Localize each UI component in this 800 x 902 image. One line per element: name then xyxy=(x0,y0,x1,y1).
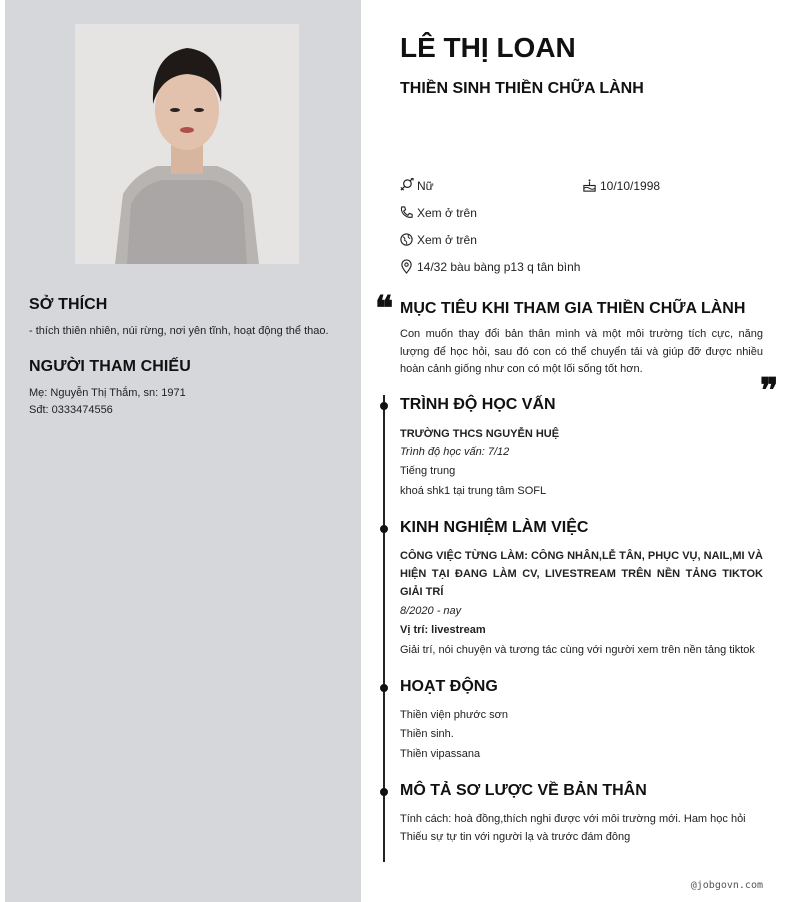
hobbies-title: SỞ THÍCH xyxy=(29,296,108,313)
phone-icon xyxy=(399,205,414,220)
phone-info xyxy=(399,205,477,220)
address-value: 14/32 bàu bàng p13 q tân bình xyxy=(417,259,581,274)
gender-value: Nữ xyxy=(417,178,434,193)
experience-company: CÔNG VIỆC TỪNG LÀM: CÔNG NHÂN,LỄ TÂN, PHỤC VỤ, NAIL,MI VÀ HIỆN TẠI ĐANG LÀM CV, LIVESTREAM TRÊN NỀN TẢNG TIKTOK GIẢI TRÍ xyxy=(400,550,763,598)
location-icon xyxy=(399,259,414,274)
education-title: TRÌNH ĐỘ HỌC VẤN xyxy=(400,396,556,413)
objective-text: Con muốn thay đổi bản thân mình và một môi trường tích cực, năng lượng để học hỏi, sau đó con có thể chuyển tải và giúp đỡ được nhiều hoàn cảnh giống như con có một lối sống tốt hơn. xyxy=(400,328,763,375)
watermark: @jobgovn.com xyxy=(690,880,763,891)
globe-icon xyxy=(399,232,414,247)
experience-period: 8/2020 - nay xyxy=(400,605,462,617)
education-school: TRƯỜNG THCS NGUYỄN HUỆ xyxy=(400,428,560,440)
birthdate-value: 10/10/1998 xyxy=(600,178,661,193)
summary-line: Tính cách: hoà đồng,thích nghi được với môi trường mới. Ham học hỏi xyxy=(400,813,746,825)
timeline-dot xyxy=(380,788,388,796)
reference-line: Mẹ: Nguyễn Thị Thắm, sn: 1971 xyxy=(29,387,186,399)
activity-item: Thiền sinh. xyxy=(400,728,454,740)
candidate-name: LÊ THỊ LOAN xyxy=(400,32,576,63)
phone-value: Xem ở trên xyxy=(417,205,477,220)
activities-title: HOẠT ĐỘNG xyxy=(400,678,498,695)
gender-icon xyxy=(399,178,414,193)
reference-title: NGƯỜI THAM CHIẾU xyxy=(29,358,191,375)
quote-open-icon: ❝ xyxy=(375,289,394,329)
reference-line: Sđt: 0333474556 xyxy=(29,404,113,416)
address-info xyxy=(399,259,580,274)
timeline-dot xyxy=(380,684,388,692)
email-info xyxy=(399,232,477,247)
reference-section xyxy=(29,358,349,419)
quote-close-icon: ❞ xyxy=(760,371,779,411)
summary-title: MÔ TẢ SƠ LƯỢC VỀ BẢN THÂN xyxy=(400,782,647,799)
profile-photo xyxy=(75,24,299,264)
education-level: Trình độ học vấn: 7/12 xyxy=(400,446,510,458)
cake-icon xyxy=(582,178,597,193)
activity-item: Thiền viện phước sơn xyxy=(400,709,509,721)
hobbies-text: - thích thiên nhiên, núi rừng, nơi yên tĩnh, hoạt động thể thao. xyxy=(29,325,329,337)
objective-title: MỤC TIÊU KHI THAM GIA THIỀN CHỮA LÀNH xyxy=(400,300,746,317)
timeline-dot xyxy=(380,525,388,533)
activity-item: Thiền vipassana xyxy=(400,748,481,760)
experience-role: Vị trí: livestream xyxy=(400,624,486,636)
hobbies-section xyxy=(29,296,349,340)
email-value: Xem ở trên xyxy=(417,232,477,247)
gender-info xyxy=(399,178,434,193)
summary-line: Thiếu sự tự tin với người lạ và trước đám đông xyxy=(400,831,631,843)
experience-desc: Giải trí, nói chuyện và tương tác cùng với người xem trên nền tảng tiktok xyxy=(400,644,755,656)
timeline-dot xyxy=(380,402,388,410)
birthdate-info xyxy=(582,178,660,193)
experience-title: KINH NGHIỆM LÀM VIỆC xyxy=(400,519,589,536)
candidate-position: THIỀN SINH THIỀN CHỮA LÀNH xyxy=(400,80,644,97)
education-line: khoá shk1 tại trung tâm SOFL xyxy=(400,485,547,497)
education-line: Tiếng trung xyxy=(400,465,456,477)
sidebar xyxy=(5,0,361,902)
